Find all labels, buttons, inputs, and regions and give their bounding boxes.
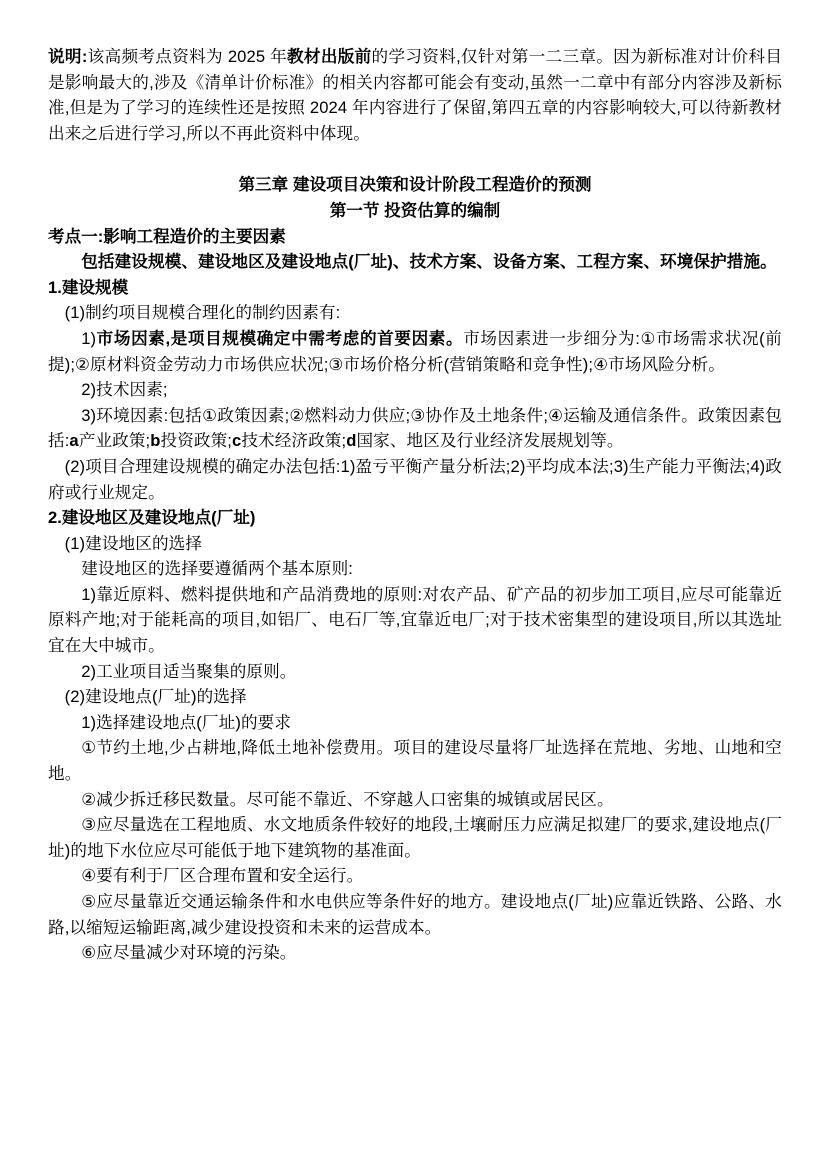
policy-text-b: 投资政策; — [160, 431, 232, 451]
kaodian-1-summary: 包括建设规模、建设地区及建设地点(厂址)、技术方案、设备方案、工程方案、环境保护措施。 — [81, 252, 777, 272]
item-2-sub-1-title: (1)建设地区的选择 — [64, 533, 203, 553]
item-1-p5: (2)项目合理建设规模的确定办法包括:1)盈亏平衡产量分析法;2)平均成本法;3)生产能力平衡法;4)政府或行业规定。 — [48, 456, 782, 502]
item-1-p1: (1)制约项目规模合理化的制约因素有: — [64, 303, 341, 323]
policy-text-a: 产业政策; — [78, 431, 151, 451]
item-2-heading: 2.建设地区及建设地点(厂址) — [48, 508, 256, 528]
item-1-p2 — [48, 326, 782, 377]
policy-letter-a: a — [69, 431, 79, 451]
intro-text-part2: 的学习资料,仅针对第一二三章。因为新标准对计价科目是影响最大的,涉及《清单计价标准》的相关内容都可能会有变动,虽然一二章中有部分内容涉及新标准,但是为了学习的连续性还是按照 2024 年内容进行了保留,第四五章的内容影响较大,可以待新教材出来之后进行学习,所以不再此资料中体现。 — [48, 47, 783, 143]
item-2-sub-2-req-title: 1)选择建设地点(厂址)的要求 — [81, 712, 292, 732]
item-1-p4 — [48, 403, 782, 454]
requirement-item-2: ②减少拆迁移民数量。尽可能不靠近、不穿越人口密集的城镇或居民区。 — [81, 789, 614, 809]
intro-text-bold: 教材出版前 — [287, 47, 372, 66]
policy-letter-d: d — [346, 431, 357, 451]
item-2-sub-1-point-2: 2)工业项目适当聚集的原则。 — [81, 661, 297, 681]
intro-text-part1: 该高频考点资料为 2025 年 — [87, 47, 287, 66]
chapter-title: 第三章 建设项目决策和设计阶段工程造价的预测 — [238, 175, 592, 195]
item-1-p3: 2)技术因素; — [81, 380, 168, 400]
item-1-p2-number: 1) — [81, 328, 97, 348]
requirement-item-1: ①节约土地,少占耕地,降低土地补偿费用。项目的建设尽量将厂址选择在荒地、劣地、山地和空地。 — [48, 738, 782, 784]
policy-text-d: 国家、地区及行业经济发展规划等。 — [356, 431, 624, 451]
requirement-item-3: ③应尽量选在工程地质、水文地质条件较好的地段,土壤耐压力应满足拟建厂的要求,建设地点(厂址)的地下水位应尽可能低于地下建筑物的基准面。 — [48, 815, 782, 860]
section-title: 第一节 投资估算的编制 — [329, 200, 501, 220]
spacer-after-intro — [48, 146, 782, 172]
item-1-p2-bold: 市场因素,是项目规模确定中需考虑的首要因素。 — [96, 328, 464, 348]
policy-letter-b: b — [150, 431, 161, 451]
item-2-sub-1-lead: 建设地区的选择要遵循两个基本原则: — [81, 559, 353, 579]
item-1-p4-lead: 3)环境因素:包括①政策因素;②燃料动力供应;③协作及土地条件;④运输及通信条件。政策因素包括: — [48, 405, 782, 451]
item-1-p2-rest: 市场因素进一步细分为:①市场需求状况(前提);②原材料资金劳动力市场供应状况;③市场价格分析(营销策略和竞争性);④市场风险分析。 — [48, 328, 782, 374]
intro-label: 说明: — [48, 47, 88, 66]
item-2-sub-2-title: (2)建设地点(厂址)的选择 — [64, 687, 247, 707]
item-1-heading: 1.建设规模 — [48, 277, 129, 297]
requirement-item-4: ④要有利于厂区合理布置和安全运行。 — [81, 866, 364, 886]
intro-paragraph — [48, 44, 782, 146]
requirement-item-5: ⑤应尽量靠近交通运输条件和水电供应等条件好的地方。建设地点(厂址)应靠近铁路、公路、水路,以缩短运输距离,减少建设投资和未来的运营成本。 — [48, 892, 782, 937]
kaodian-1-heading: 考点一:影响工程造价的主要因素 — [48, 226, 286, 246]
requirement-item-6: ⑥应尽量减少对环境的污染。 — [81, 943, 297, 963]
policy-text-c: 技术经济政策; — [241, 431, 347, 451]
policy-letter-c: c — [232, 431, 242, 451]
item-2-sub-1-point-1: 1)靠近原料、燃料提供地和产品消费地的原则:对农产品、矿产品的初步加工项目,应尽可能靠近原料产地;对于能耗高的项目,如铝厂、电石厂等,宜靠近电厂;对于技术密集型的建设项目,所以其选址宜在大中城市。 — [48, 584, 782, 656]
